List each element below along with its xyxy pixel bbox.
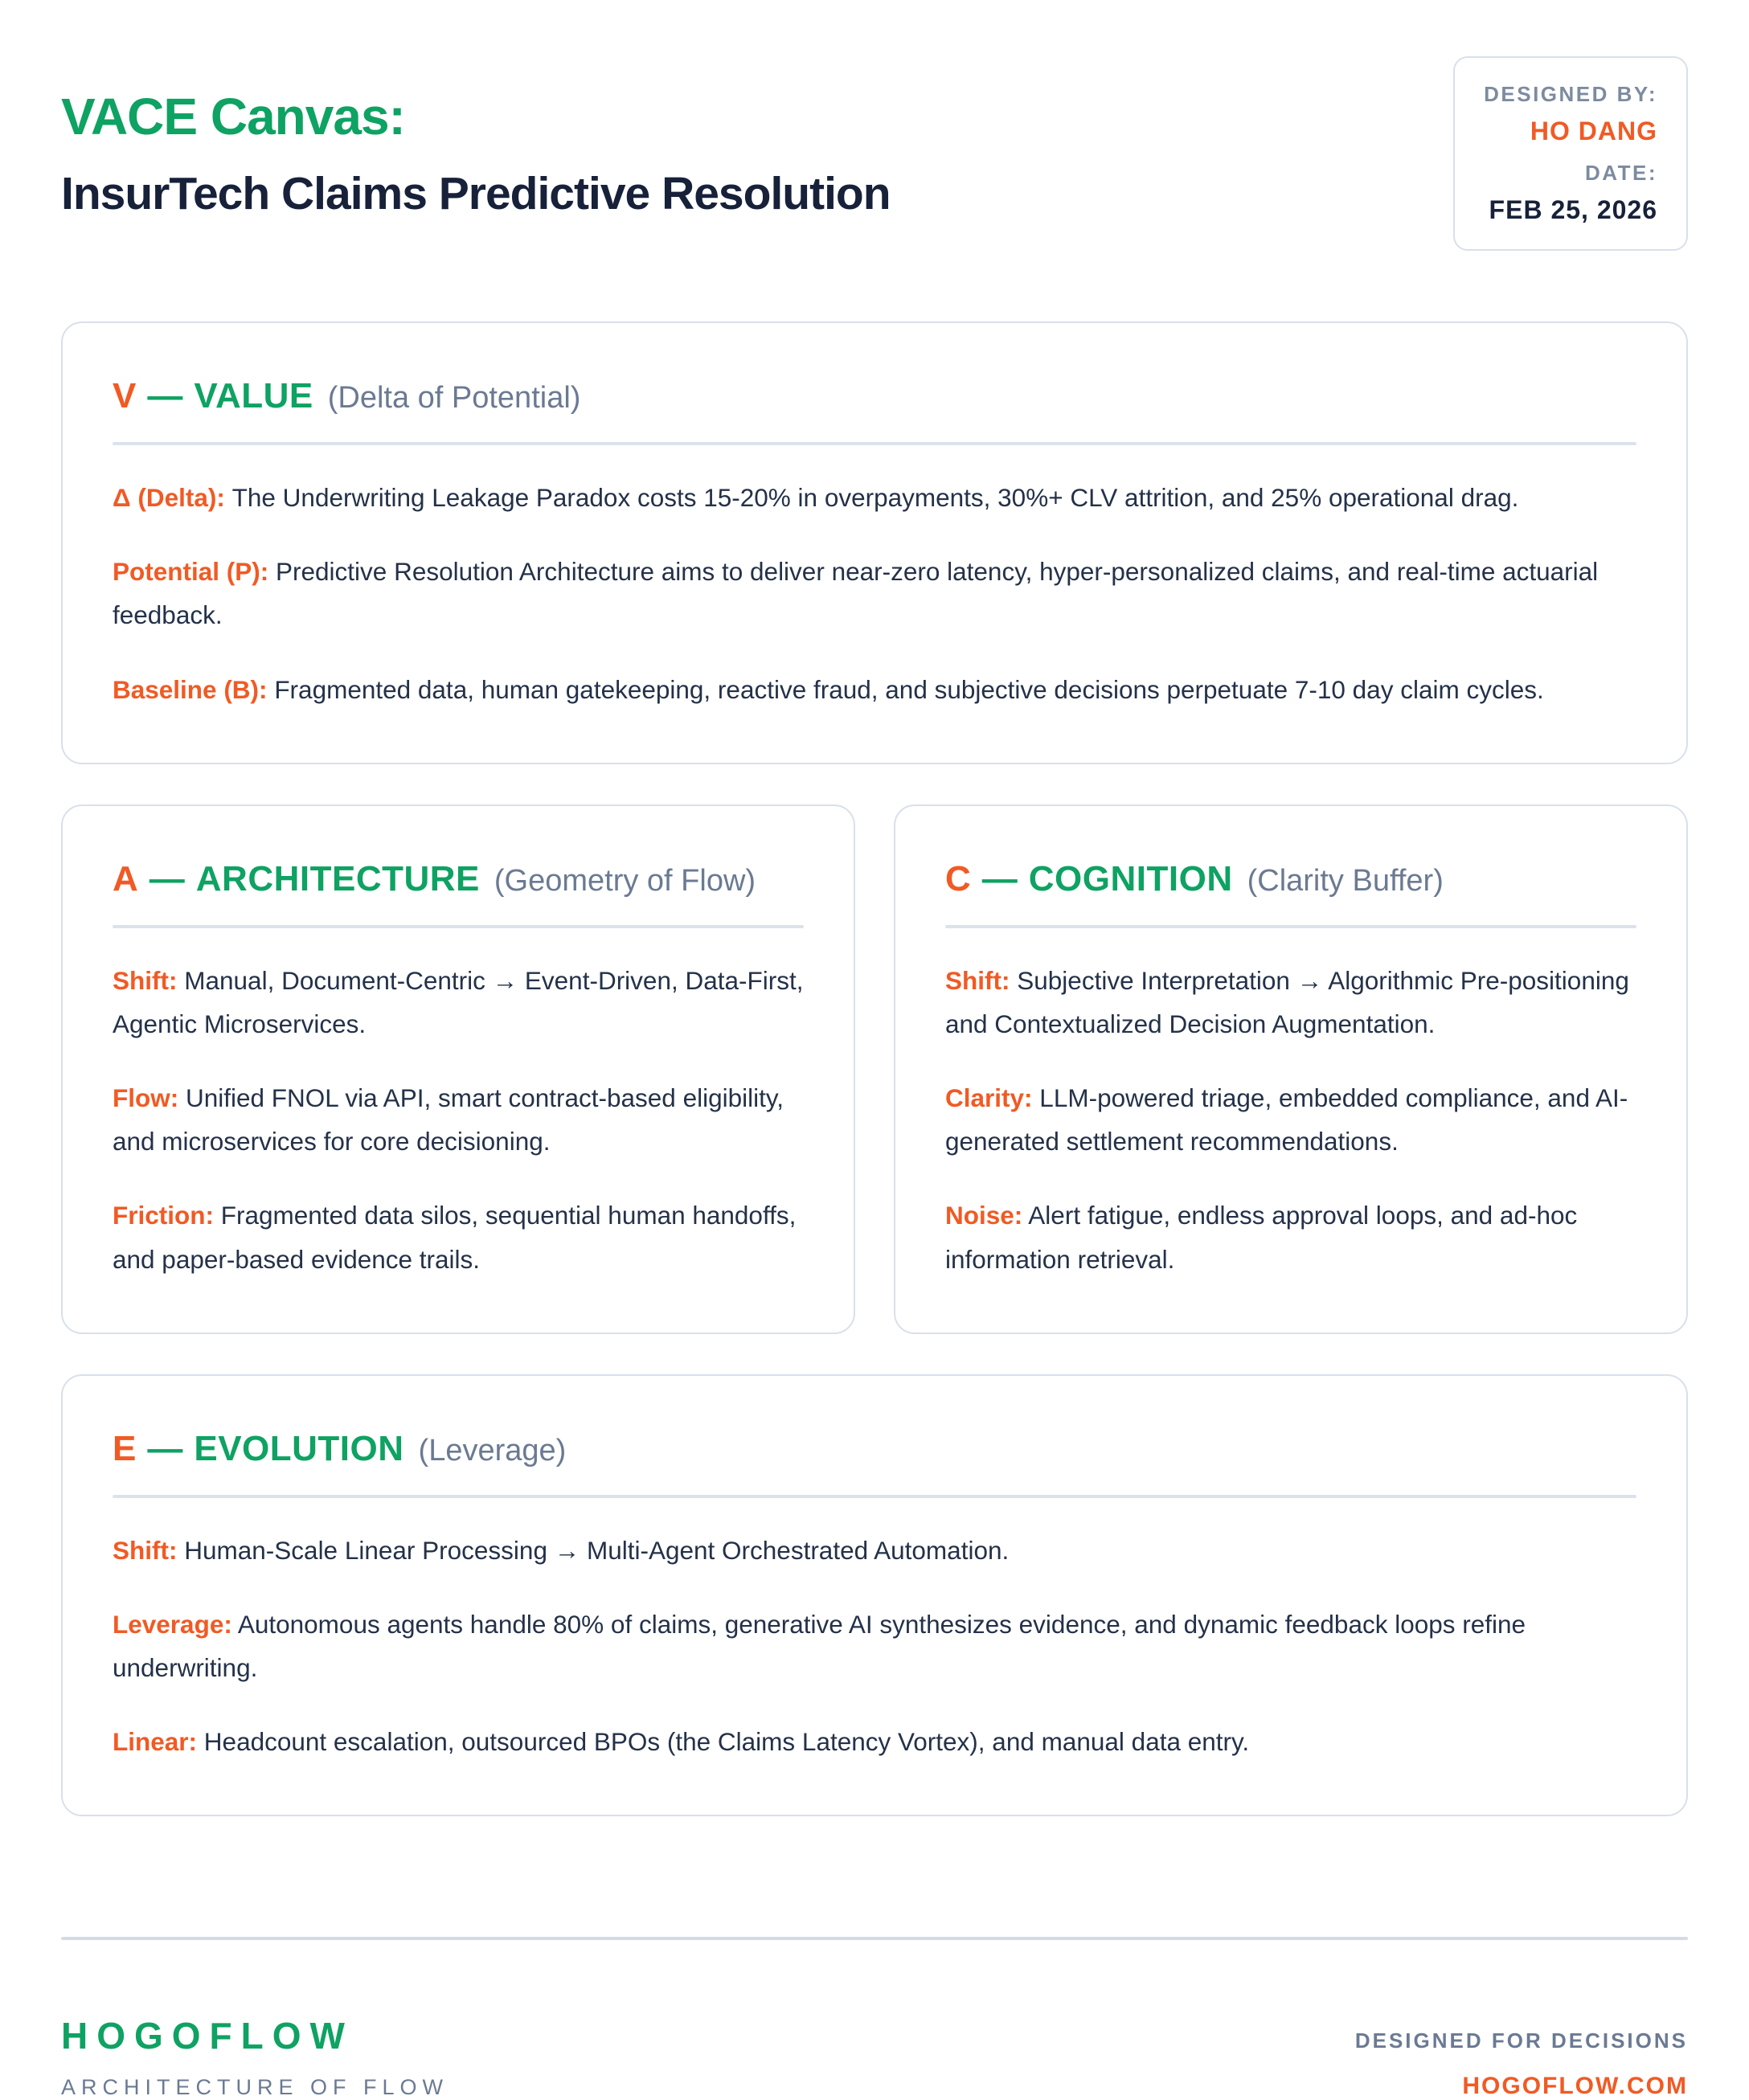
meta-box: [1453, 56, 1688, 251]
evolution-linear-item: [113, 1720, 1636, 1763]
item-label: Baseline (B):: [113, 674, 268, 704]
title-block: [61, 56, 891, 220]
architecture-shift-item: [113, 959, 804, 1046]
architecture-friction-item: [113, 1193, 804, 1280]
date-label: DATE:: [1584, 161, 1657, 185]
section-letter: A: [113, 858, 138, 899]
section-letter: C: [945, 858, 971, 899]
date-value: FEB 25, 2026: [1489, 195, 1657, 224]
section-divider: [113, 442, 1636, 445]
section-name: ARCHITECTURE: [195, 858, 480, 899]
architecture-flow-item: [113, 1076, 804, 1163]
item-label: Shift:: [113, 1535, 178, 1565]
section-architecture: [61, 804, 855, 1334]
section-divider: [113, 925, 804, 928]
canvas-body: [61, 321, 1688, 1816]
cognition-clarity-item: [945, 1076, 1636, 1163]
value-delta-item: [113, 476, 1636, 519]
designed-by-label: DESIGNED BY:: [1484, 82, 1657, 106]
evolution-leverage-item: [113, 1603, 1636, 1689]
value-baseline-item: [113, 668, 1636, 711]
section-cognition: [894, 804, 1688, 1334]
item-text: Unified FNOL via API, smart contract-based eligibility, and microservices for core decisioning.: [113, 1083, 784, 1156]
section-dash: —: [149, 858, 185, 899]
section-dash: —: [147, 376, 183, 415]
section-letter: E: [113, 1428, 137, 1468]
item-text: The Underwriting Leakage Paradox costs 15-20% in overpayments, 30%+ CLV attrition, and 25% operational drag.: [231, 483, 1519, 512]
item-label: Noise:: [945, 1201, 1023, 1230]
value-potential-item: [113, 550, 1636, 637]
section-name: VALUE: [194, 376, 313, 415]
section-subtitle: (Leverage): [418, 1433, 567, 1468]
brand-logo: HOGOFLOW: [61, 2015, 354, 2057]
section-value-header: [113, 376, 1636, 416]
item-text: Fragmented data, human gatekeeping, reactive fraud, and subjective decisions perpetuate 7-10 day claim cycles.: [274, 674, 1544, 704]
item-label: Flow:: [113, 1083, 179, 1113]
page-footer: [61, 1937, 1688, 2100]
item-label: Friction:: [113, 1201, 214, 1230]
item-label: Leverage:: [113, 1609, 232, 1639]
footer-divider: [61, 1937, 1688, 1940]
item-text: Human-Scale Linear Processing → Multi-Agent Orchestrated Automation.: [184, 1535, 1010, 1565]
page-subtitle: InsurTech Claims Predictive Resolution: [61, 168, 891, 219]
designed-by-value: HO DANG: [1530, 117, 1657, 145]
cognition-noise-item: [945, 1193, 1636, 1280]
middle-row: [61, 804, 1688, 1334]
footer-right-block: [1355, 2028, 1688, 2100]
brand-tagline: ARCHITECTURE OF FLOW: [61, 2075, 449, 2100]
section-divider: [113, 1495, 1636, 1498]
item-text: LLM-powered triage, embedded compliance, and AI-generated settlement recommendations.: [945, 1083, 1628, 1156]
section-subtitle: (Clarity Buffer): [1247, 863, 1444, 898]
section-value: [61, 321, 1688, 764]
cognition-shift-item: [945, 959, 1636, 1046]
item-text: Fragmented data silos, sequential human handoffs, and paper-based evidence trails.: [113, 1201, 797, 1274]
item-label: Potential (P):: [113, 557, 269, 587]
section-subtitle: (Delta of Potential): [327, 381, 581, 415]
item-text: Autonomous agents handle 80% of claims, generative AI synthesizes evidence, and dynamic feedback loops refine underwriting.: [113, 1609, 1526, 1683]
section-subtitle: (Geometry of Flow): [494, 863, 756, 898]
page-title: VACE Canvas:: [61, 88, 405, 145]
item-label: Linear:: [113, 1727, 198, 1757]
section-evolution-header: [113, 1429, 1636, 1469]
section-dash: —: [147, 1428, 183, 1468]
item-text: Alert fatigue, endless approval loops, and ad-hoc information retrieval.: [945, 1201, 1578, 1274]
section-evolution: [61, 1374, 1688, 1817]
item-text: Predictive Resolution Architecture aims to deliver near-zero latency, hyper-personalized claims, and real-time actuarial feedback.: [113, 557, 1599, 630]
item-label: Shift:: [945, 965, 1010, 995]
section-divider: [945, 925, 1636, 928]
item-label: Clarity:: [945, 1083, 1033, 1113]
item-text: Manual, Document-Centric → Event-Driven, Data-First, Agentic Microservices.: [113, 965, 804, 1038]
item-text: Subjective Interpretation → Algorithmic Pre-positioning and Contextualized Decision Augmentation.: [945, 965, 1629, 1038]
evolution-shift-item: [113, 1529, 1636, 1572]
item-label: Shift:: [113, 965, 178, 995]
section-name: COGNITION: [1028, 858, 1233, 899]
website-link[interactable]: HOGOFLOW.COM: [1462, 2073, 1688, 2100]
section-name: EVOLUTION: [194, 1428, 404, 1468]
section-cognition-header: [945, 859, 1636, 899]
page-header: [61, 56, 1688, 251]
section-architecture-header: [113, 859, 804, 899]
item-label: Δ (Delta):: [113, 483, 225, 512]
section-dash: —: [981, 858, 1018, 899]
item-text: Headcount escalation, outsourced BPOs (the Claims Latency Vortex), and manual data entry.: [203, 1727, 1250, 1757]
footer-slogan: DESIGNED FOR DECISIONS: [1354, 2028, 1688, 2053]
section-letter: V: [113, 376, 137, 415]
